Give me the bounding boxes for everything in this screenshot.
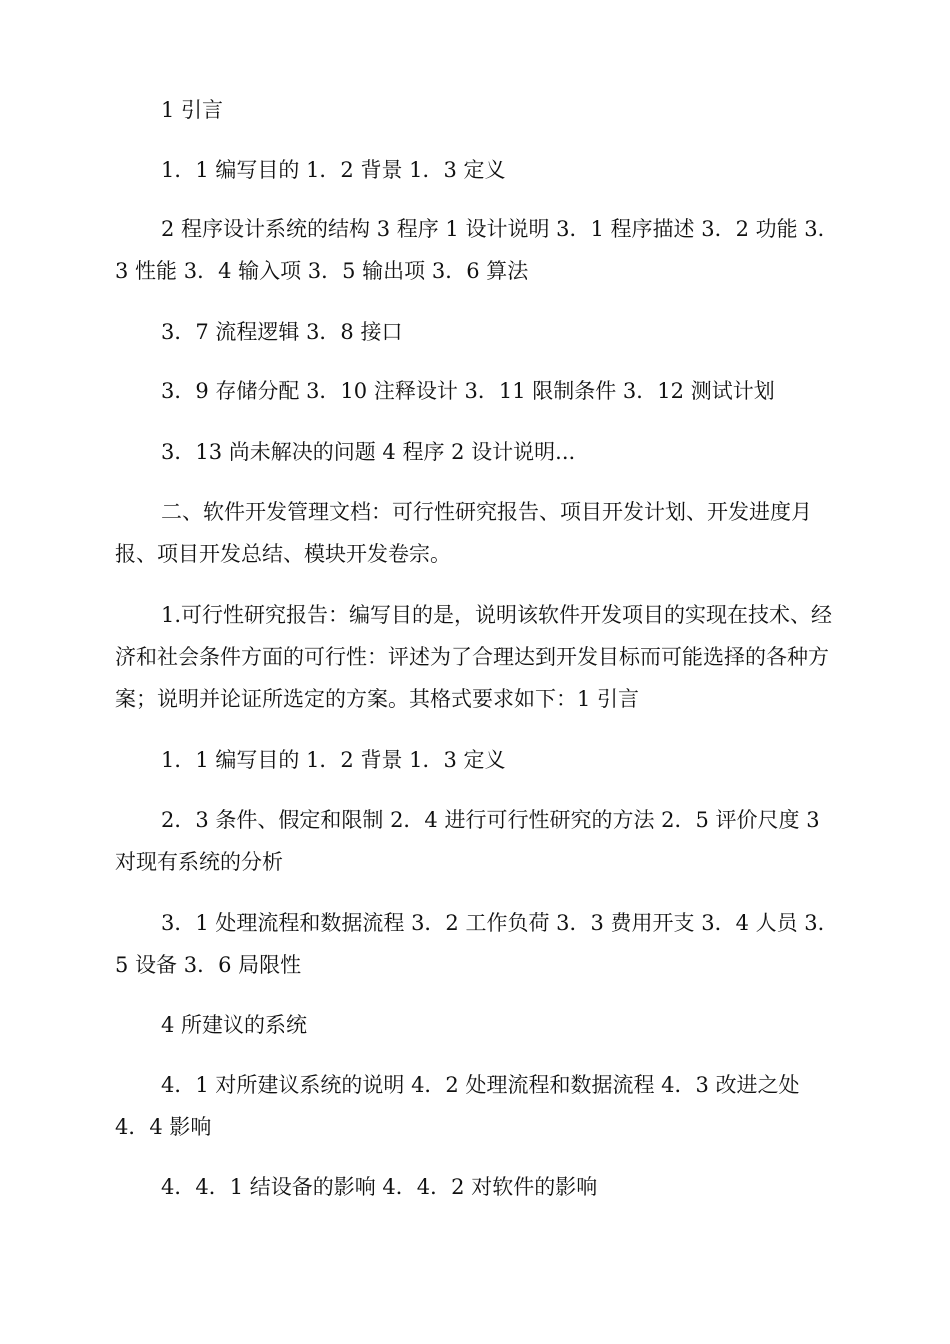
paragraph-1: 1 引言 [161,98,224,122]
paragraph-10: 2．3 条件、假定和限制 2．4 进行可行性研究的方法 2．5 评价尺度 3 对现有系统的分析 [115,808,820,874]
paragraph-8: 1.可行性研究报告：编写目的是，说明该软件开发项目的实现在技术、经济和社会条件方面的可行性：评述为了合理达到开发目标而可能选择的各种方案；说明并论证所选定的方案。其格式要求如下：1 引言 [115,603,833,711]
paragraph-14: 4．4．1 结设备的影响 4．4．2 对软件的影响 [161,1175,598,1199]
paragraph-7: 二、软件开发管理文档：可行性研究报告、项目开发计划、开发进度月报、项目开发总结、模块开发卷宗。 [115,500,812,566]
paragraph-11: 3．1 处理流程和数据流程 3．2 工作负荷 3．3 费用开支 3．4 人员 3．5 设备 3．6 局限性 [115,911,839,977]
paragraph-12: 4 所建议的系统 [161,1013,308,1037]
paragraph-5: 3．9 存储分配 3．10 注释设计 3．11 限制条件 3．12 测试计划 [161,379,775,403]
paragraph-4: 3．7 流程逻辑 3．8 接口 [161,320,403,344]
paragraph-3: 2 程序设计系统的结构 3 程序 1 设计说明 3．1 程序描述 3．2 功能 3．3 性能 3．4 输入项 3．5 输出项 3．6 算法 [115,217,839,283]
paragraph-2: 1．1 编写目的 1．2 背景 1．3 定义 [161,158,506,182]
paragraph-9: 1．1 编写目的 1．2 背景 1．3 定义 [161,748,506,772]
paragraph-13: 4．1 对所建议系统的说明 4．2 处理流程和数据流程 4．3 改进之处 4．4 影响 [115,1073,800,1139]
paragraph-6: 3．13 尚未解决的问题 4 程序 2 设计说明... [161,440,576,464]
